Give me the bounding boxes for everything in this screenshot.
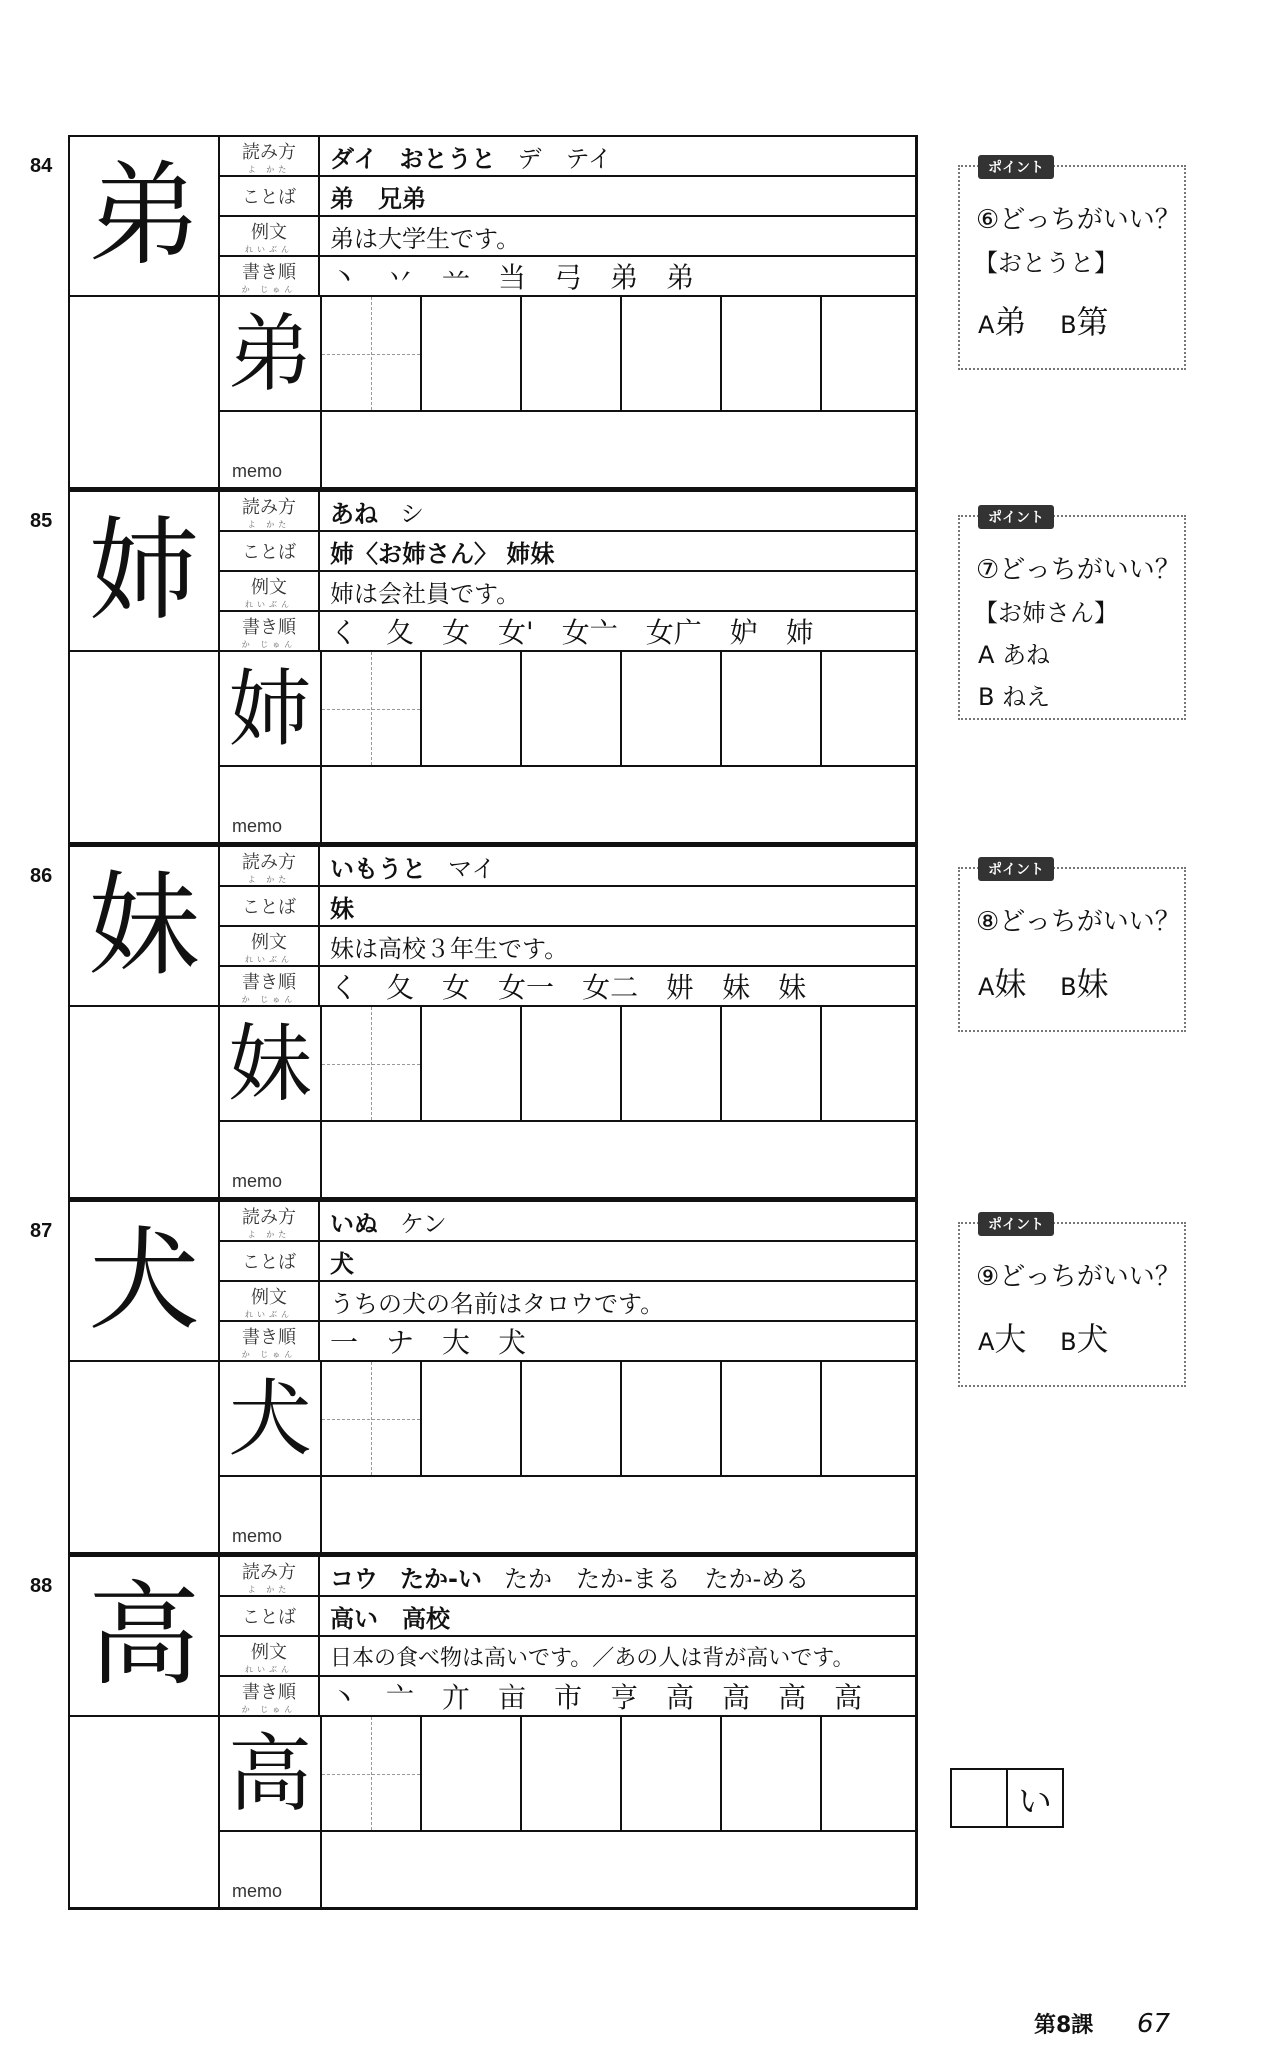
practice-box[interactable] — [720, 1007, 820, 1120]
words-label — [220, 532, 320, 570]
stroke-order — [330, 967, 834, 1005]
label-text: 読み方 — [242, 1561, 296, 1583]
big-kanji: 妹 — [70, 847, 220, 1007]
label-text: 書き順 — [242, 1681, 296, 1703]
reading-row — [220, 847, 915, 887]
option-b-label: B — [1060, 1328, 1077, 1356]
practice-box[interactable] — [620, 652, 720, 765]
stroke-step: ナ — [386, 1326, 415, 1359]
memo-area[interactable] — [220, 1832, 915, 1908]
model-kanji: 妹 — [227, 1014, 312, 1113]
label-furigana: れいぶん — [245, 1309, 293, 1319]
option-a: あね — [1002, 641, 1051, 669]
stroke-step: 高 — [666, 1681, 695, 1714]
left-column — [70, 1717, 220, 1908]
memo-divider — [320, 767, 322, 843]
left-column — [70, 297, 220, 488]
label-text: ことば — [242, 187, 296, 208]
reading-value — [330, 137, 634, 175]
stroke-step: 妹 — [778, 971, 807, 1004]
point-hint: 【お姉さん】 — [974, 599, 1118, 627]
practice-box[interactable] — [320, 1007, 420, 1120]
point-tag: ポイント — [978, 505, 1054, 529]
point-box-8 — [958, 862, 1186, 1032]
option-a-row[interactable] — [978, 635, 1050, 670]
page-footer — [1034, 2008, 1170, 2039]
point-tag: ポイント — [978, 155, 1054, 179]
practice-box[interactable] — [420, 1362, 520, 1475]
label-furigana: か じゅん — [241, 639, 297, 649]
label-text: 例文 — [251, 576, 287, 598]
reading-label — [220, 1557, 320, 1595]
memo-area[interactable] — [220, 1477, 915, 1553]
label-furigana: か じゅん — [241, 1704, 297, 1714]
option-b-label: B — [1060, 311, 1077, 339]
label-text: 例文 — [251, 1286, 287, 1308]
words-row — [220, 532, 915, 572]
words-text: 妹 — [330, 894, 354, 923]
stroke-step: く — [330, 971, 359, 1004]
stroke-step: 女 — [442, 971, 471, 1004]
kanji-entry-88 — [30, 1555, 920, 1915]
practice-box[interactable] — [820, 1007, 920, 1120]
stroke-step: 市 — [554, 1681, 583, 1714]
example-sentence: 弟は大学生です。 — [330, 224, 521, 253]
words-value — [330, 887, 370, 925]
reading-value — [330, 847, 518, 885]
stroke-step: 亨 — [610, 1681, 639, 1714]
stroke-row — [220, 1677, 915, 1717]
stroke-step: 女二 — [582, 971, 639, 1004]
example-label — [220, 1637, 320, 1675]
stroke-label — [220, 612, 320, 650]
practice-box[interactable] — [820, 297, 920, 410]
memo-divider — [320, 412, 322, 488]
words-value — [330, 1597, 466, 1635]
big-kanji: 姉 — [70, 492, 220, 652]
stroke-step: 䒑 — [442, 261, 471, 294]
label-text: ことば — [242, 897, 296, 918]
kanji-card — [68, 845, 918, 1200]
stroke-step: 一 — [330, 1326, 359, 1359]
practice-box[interactable] — [320, 1717, 420, 1830]
label-furigana: よ かた — [247, 1229, 291, 1239]
label-furigana: れいぶん — [245, 954, 293, 964]
entry-number: 87 — [30, 1220, 53, 1242]
model-kanji: 高 — [227, 1724, 312, 1823]
entry-number: 86 — [30, 865, 53, 887]
point-box-9 — [958, 1217, 1186, 1387]
stroke-step: 丶 — [330, 261, 359, 294]
point-tag: ポイント — [978, 857, 1054, 881]
practice-box[interactable] — [620, 297, 720, 410]
point-question: ⑨どっちがいい？ — [976, 1262, 1181, 1292]
stroke-row — [220, 967, 915, 1007]
kanji-entry-86 — [30, 845, 920, 1205]
stroke-step: 亣 — [442, 1681, 471, 1714]
label-text: 例文 — [251, 1641, 287, 1663]
example-sentence: 姉は会社員です。 — [330, 579, 521, 608]
words-row — [220, 887, 915, 927]
memo-divider — [320, 1122, 322, 1198]
reading-row — [220, 1557, 915, 1597]
label-furigana: よ かた — [247, 874, 291, 884]
reading-row — [220, 137, 915, 177]
stroke-step: 弟 — [610, 261, 639, 294]
practice-box[interactable] — [720, 297, 820, 410]
stroke-step: 女' — [498, 616, 534, 649]
memo-label: memo — [232, 461, 283, 481]
point-options — [978, 297, 1135, 343]
label-text: 読み方 — [242, 1206, 296, 1228]
label-text: 例文 — [251, 931, 287, 953]
point-options — [978, 1314, 1135, 1360]
reading-value — [330, 1557, 831, 1595]
point-question: ⑧どっちがいい？ — [976, 907, 1181, 937]
model-kanji: 弟 — [227, 304, 312, 403]
memo-label: memo — [232, 1881, 283, 1901]
practice-box[interactable] — [620, 1007, 720, 1120]
practice-box[interactable] — [520, 652, 620, 765]
label-text: 読み方 — [242, 851, 296, 873]
practice-box[interactable] — [820, 652, 920, 765]
option-b-label: B — [978, 683, 995, 711]
memo-label: memo — [232, 1526, 283, 1546]
stroke-step: 亠 — [386, 1681, 415, 1714]
kanji-entry-84 — [30, 135, 920, 495]
words-row — [220, 177, 915, 217]
reading-label — [220, 492, 320, 530]
stroke-step: 女 — [442, 616, 471, 649]
words-label — [220, 887, 320, 925]
words-row — [220, 1242, 915, 1282]
memo-area[interactable] — [220, 1122, 915, 1198]
reading-kun: いぬ — [330, 1209, 378, 1238]
answer-kana: い — [1018, 1781, 1052, 1822]
practice-box[interactable] — [520, 1717, 620, 1830]
option-b[interactable]: 妹 — [1076, 965, 1109, 1003]
point-question: ⑥どっちがいい？ — [976, 205, 1181, 235]
stroke-label — [220, 257, 320, 295]
stroke-step: 犬 — [498, 1326, 527, 1359]
memo-label: memo — [232, 1171, 283, 1191]
label-text: 書き順 — [242, 971, 296, 993]
label-text: ことば — [242, 1607, 296, 1628]
stroke-row — [220, 612, 915, 652]
words-label — [220, 1597, 320, 1635]
practice-box[interactable] — [720, 1362, 820, 1475]
stroke-step: く — [330, 616, 359, 649]
example-row — [220, 1282, 915, 1322]
practice-box[interactable] — [720, 652, 820, 765]
stroke-step: 当 — [498, 261, 527, 294]
stroke-step: 妹 — [722, 971, 751, 1004]
stroke-step: 妌 — [666, 971, 695, 1004]
kanji-card — [68, 1555, 918, 1910]
label-furigana: れいぶん — [245, 244, 293, 254]
model-kanji: 犬 — [227, 1369, 312, 1468]
reading-row — [220, 1202, 915, 1242]
example-label — [220, 1282, 320, 1320]
practice-box[interactable] — [720, 1717, 820, 1830]
option-b[interactable]: 犬 — [1076, 1320, 1109, 1358]
example-row — [220, 217, 915, 257]
reading-kun: いもうと — [330, 854, 426, 883]
stroke-step: 大 — [442, 1326, 471, 1359]
reading-value — [330, 492, 446, 530]
stroke-step: 亩 — [498, 1681, 527, 1714]
label-furigana: よ かた — [247, 1584, 291, 1594]
stroke-label — [220, 1677, 320, 1715]
point-options — [978, 959, 1135, 1005]
practice-box[interactable] — [420, 652, 520, 765]
practice-grid — [220, 297, 915, 412]
label-furigana: よ かた — [247, 519, 291, 529]
label-furigana: れいぶん — [245, 599, 293, 609]
practice-grid — [220, 1362, 915, 1477]
memo-area[interactable] — [220, 767, 915, 843]
example-row — [220, 927, 915, 967]
practice-box[interactable] — [820, 1362, 920, 1475]
point-question: ⑦どっちがいい？ — [976, 555, 1181, 585]
words-value — [330, 1242, 370, 1280]
stroke-step: 女广 — [645, 616, 702, 649]
stroke-step: 女一 — [498, 971, 555, 1004]
kanji-entry-87 — [30, 1200, 920, 1560]
practice-box[interactable] — [420, 1717, 520, 1830]
practice-grid — [220, 1717, 915, 1832]
label-text: ことば — [242, 542, 296, 563]
reading-on: シ — [400, 499, 424, 528]
point-tag: ポイント — [978, 1212, 1054, 1236]
stroke-step: 女亠 — [561, 616, 618, 649]
words-text: 弟 兄弟 — [330, 184, 426, 213]
example-label — [220, 217, 320, 255]
stroke-step: 高 — [778, 1681, 807, 1714]
stroke-order — [330, 612, 842, 650]
point-box-6 — [958, 160, 1186, 370]
big-kanji: 高 — [70, 1557, 220, 1717]
words-text: 姉〈お姉さん〉 姉妹 — [330, 539, 555, 568]
label-furigana: よ かた — [247, 164, 291, 174]
example-row — [220, 572, 915, 612]
label-text: 読み方 — [242, 496, 296, 518]
kanji-card — [68, 1200, 918, 1555]
reading-row — [220, 492, 915, 532]
option-a-label: A — [978, 1328, 995, 1356]
option-a-label: A — [978, 641, 995, 669]
practice-box[interactable] — [320, 652, 420, 765]
stroke-step: 弓 — [554, 261, 583, 294]
practice-grid — [220, 1007, 915, 1122]
example-sentence: うちの犬の名前はタロウです。 — [330, 1289, 665, 1318]
words-label — [220, 1242, 320, 1280]
stroke-label — [220, 1322, 320, 1360]
example-row — [220, 1637, 915, 1677]
point-box-7 — [958, 510, 1186, 720]
memo-divider — [320, 1477, 322, 1553]
option-a[interactable]: 妹 — [994, 965, 1027, 1003]
label-text: 読み方 — [242, 141, 296, 163]
kanji-card — [68, 490, 918, 845]
entry-number: 85 — [30, 510, 53, 532]
option-a[interactable]: 弟 — [994, 303, 1027, 341]
practice-box[interactable] — [520, 1007, 620, 1120]
reading-on: マイ — [448, 854, 496, 883]
practice-box[interactable] — [420, 1007, 520, 1120]
label-text: ことば — [242, 1252, 296, 1273]
practice-box[interactable] — [320, 1362, 420, 1475]
label-furigana: か じゅん — [241, 1349, 297, 1359]
stroke-row — [220, 1322, 915, 1362]
reading-label — [220, 847, 320, 885]
label-text: 書き順 — [242, 261, 296, 283]
words-value — [330, 177, 442, 215]
example-label — [220, 927, 320, 965]
stroke-step: 夂 — [386, 616, 415, 649]
practice-box[interactable] — [320, 297, 420, 410]
stroke-step: 高 — [722, 1681, 751, 1714]
kanji-entry-85 — [30, 490, 920, 850]
label-furigana: か じゅん — [241, 284, 297, 294]
reading-extra: おとうと — [399, 144, 496, 173]
memo-divider — [320, 1832, 322, 1908]
label-text: 書き順 — [242, 1326, 296, 1348]
answer-box[interactable] — [950, 1768, 1064, 1828]
left-column — [70, 1362, 220, 1553]
left-column — [70, 652, 220, 843]
stroke-step: 丷 — [386, 261, 415, 294]
practice-box[interactable] — [620, 1717, 720, 1830]
reading-label — [220, 137, 320, 175]
option-a-label: A — [978, 973, 995, 1001]
reading-kun: ダイ — [330, 144, 378, 173]
words-row — [220, 1597, 915, 1637]
example-label — [220, 572, 320, 610]
answer-blank[interactable] — [952, 1770, 1008, 1826]
left-column — [70, 1007, 220, 1198]
option-b-row[interactable] — [978, 677, 1050, 712]
stroke-step: 丶 — [330, 1681, 359, 1714]
big-kanji: 弟 — [70, 137, 220, 297]
entry-number: 84 — [30, 155, 53, 177]
words-text: 犬 — [330, 1249, 354, 1278]
option-b-label: B — [1060, 973, 1077, 1001]
stroke-step: 夂 — [386, 971, 415, 1004]
stroke-row — [220, 257, 915, 297]
reading-on: デ テイ — [517, 144, 612, 173]
stroke-order — [330, 1677, 890, 1715]
lesson-label: 第8課 — [1034, 2013, 1094, 2038]
stroke-step: 高 — [834, 1681, 863, 1714]
option-a-label: A — [978, 311, 995, 339]
words-text: 高い 高校 — [330, 1604, 450, 1633]
model-kanji: 姉 — [227, 659, 312, 758]
kanji-card — [68, 135, 918, 490]
label-furigana: れいぶん — [245, 1664, 293, 1674]
practice-grid — [220, 652, 915, 767]
point-hint: 【おとうと】 — [974, 249, 1118, 277]
stroke-order — [330, 257, 722, 295]
option-a[interactable]: 大 — [994, 1320, 1027, 1358]
page-number: 67 — [1136, 2009, 1171, 2039]
example-sentence: 日本の食べ物は高いです。／あの人は背が高いです。 — [330, 1645, 855, 1671]
memo-label: memo — [232, 816, 283, 836]
stroke-order — [330, 1322, 554, 1360]
entry-number: 88 — [30, 1575, 53, 1597]
label-text: 例文 — [251, 221, 287, 243]
reading-kun: あね — [330, 499, 378, 528]
reading-on: ケン — [400, 1209, 447, 1238]
stroke-step: 姉 — [785, 616, 814, 649]
reading-label — [220, 1202, 320, 1240]
stroke-step: 弟 — [666, 261, 695, 294]
reading-kun: コウ — [330, 1564, 378, 1593]
practice-box[interactable] — [820, 1717, 920, 1830]
reading-extra: たか-い — [400, 1564, 482, 1593]
practice-box[interactable] — [620, 1362, 720, 1475]
label-text: 書き順 — [242, 616, 296, 638]
stroke-label — [220, 967, 320, 1005]
memo-area[interactable] — [220, 412, 915, 488]
practice-box[interactable] — [520, 297, 620, 410]
stroke-step: 妒 — [729, 616, 758, 649]
label-furigana: か じゅん — [241, 994, 297, 1004]
practice-box[interactable] — [520, 1362, 620, 1475]
reading-on: たか たか-まる たか-める — [503, 1564, 810, 1593]
option-b[interactable]: 第 — [1076, 303, 1109, 341]
big-kanji: 犬 — [70, 1202, 220, 1362]
reading-value — [330, 1202, 469, 1240]
words-label — [220, 177, 320, 215]
words-value — [330, 532, 570, 570]
practice-box[interactable] — [420, 297, 520, 410]
option-b: ねえ — [1002, 683, 1051, 711]
example-sentence: 妹は高校３年生です。 — [330, 934, 569, 963]
